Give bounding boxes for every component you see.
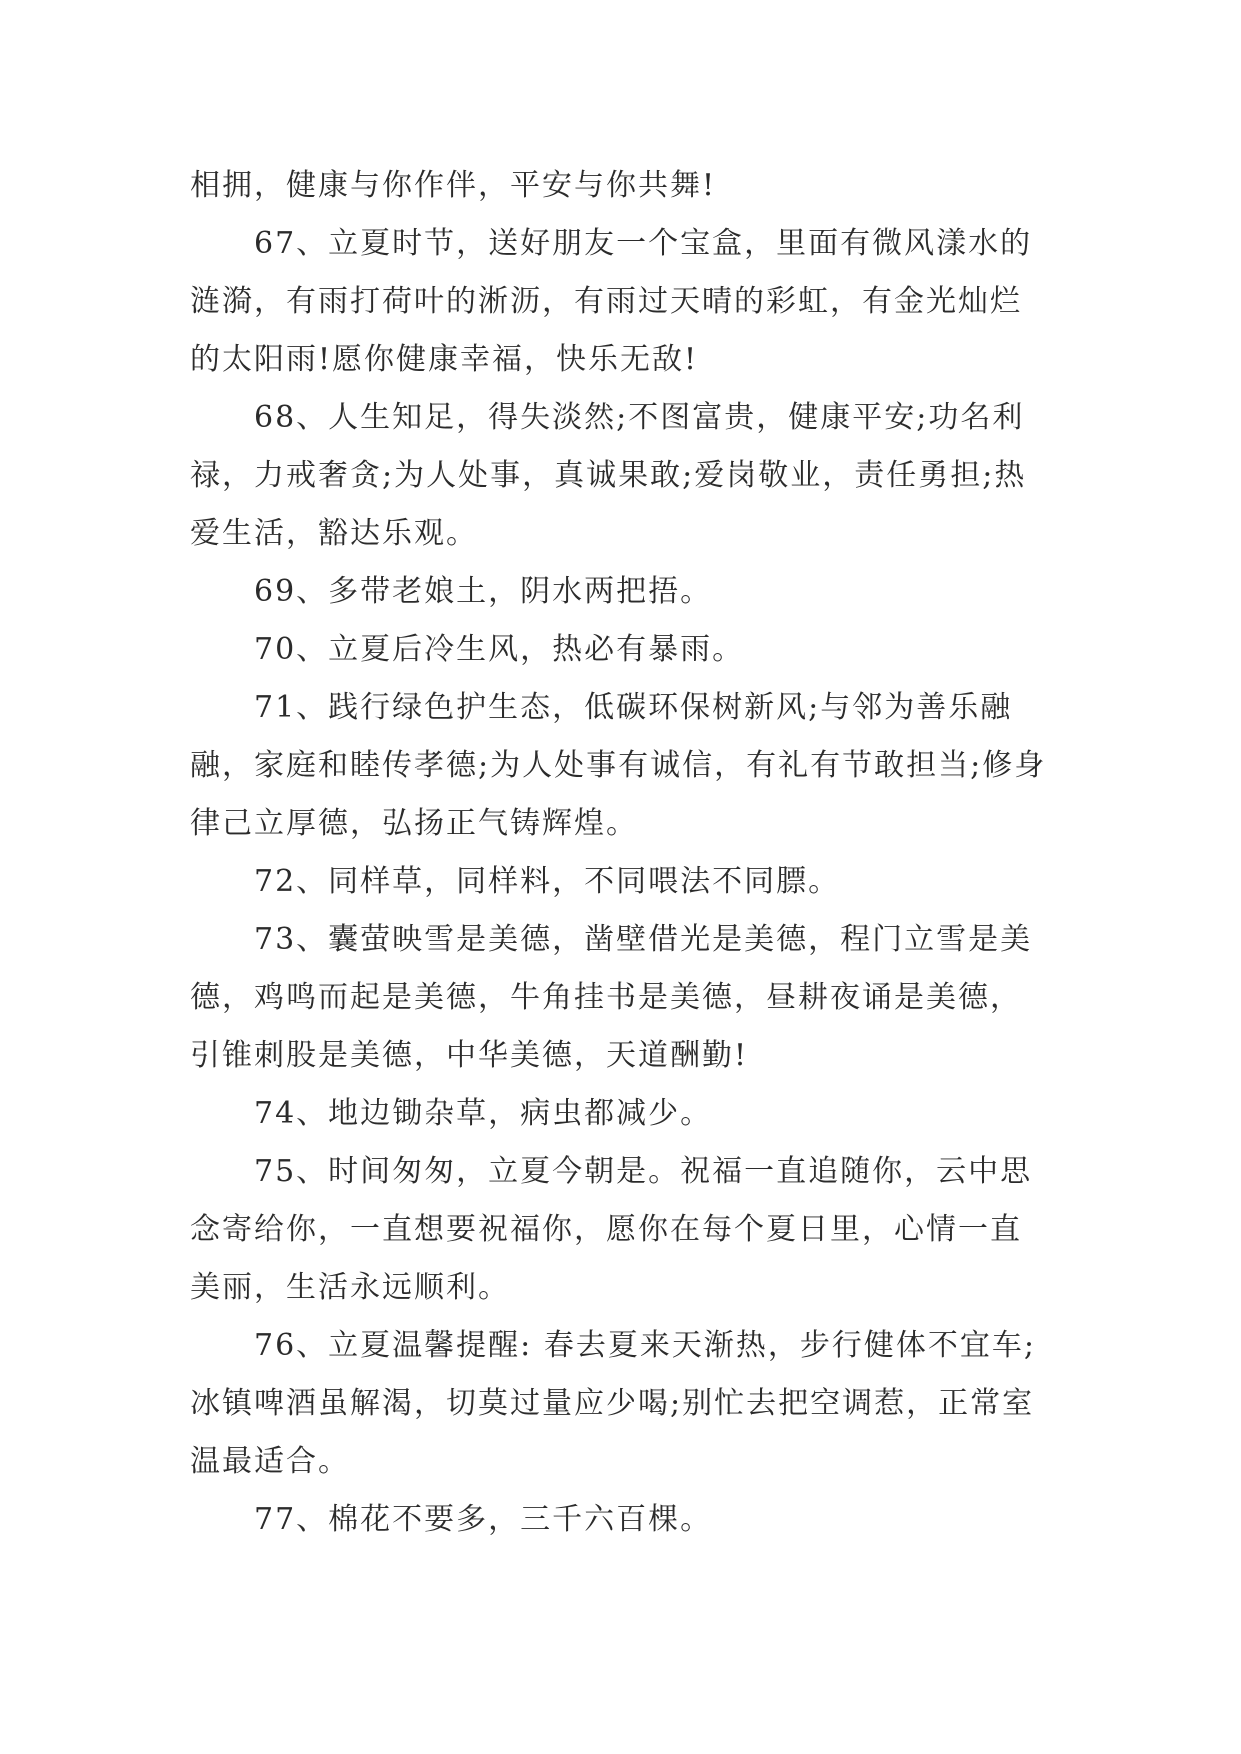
- document-body: [190, 157, 1050, 1549]
- paragraph: 72、同样草，同样料，不同喂法不同膘。: [190, 864, 841, 899]
- paragraph: 75、时间匆匆，立夏今朝是。祝福一直追随你，云中思念寄给你，一直想要祝福你，愿你在每个夏日里，心情一直美丽，生活永远顺利。: [190, 1154, 1033, 1305]
- paragraph: 76、立夏温馨提醒: 春去夏来天渐热，步行健体不宜车;冰镇啤酒虽解渴，切莫过量应少喝;别忙去把空调惹，正常室温最适合。: [190, 1328, 1036, 1479]
- paragraph: 71、践行绿色护生态，低碳环保树新风;与邻为善乐融融，家庭和睦传孝德;为人处事有诚信，有礼有节敢担当;修身律己立厚德，弘扬正气铸辉煌。: [190, 690, 1047, 841]
- paragraph: 74、地边锄杂草，病虫都减少。: [190, 1096, 713, 1131]
- paragraph: 69、多带老娘土，阴水两把捂。: [190, 574, 713, 609]
- paragraph: 相拥，健康与你作伴，平安与你共舞!: [190, 168, 717, 203]
- paragraph: 68、人生知足，得失淡然;不图富贵，健康平安;功名利禄，力戒奢贪;为人处事，真诚果敢;爱岗敬业，责任勇担;热爱生活，豁达乐观。: [190, 400, 1027, 551]
- paragraph: 77、棉花不要多，三千六百棵。: [190, 1502, 713, 1537]
- paragraph: 70、立夏后冷生风，热必有暴雨。: [190, 632, 745, 667]
- paragraph: 73、囊萤映雪是美德，凿壁借光是美德，程门立雪是美德，鸡鸣而起是美德，牛角挂书是美德，昼耕夜诵是美德，引锥刺股是美德，中华美德，天道酬勤!: [190, 922, 1033, 1073]
- paragraph: 67、立夏时节，送好朋友一个宝盒，里面有微风漾水的涟漪，有雨打荷叶的淅沥，有雨过天晴的彩虹，有金光灿烂的太阳雨!愿你健康幸福，快乐无敌!: [190, 226, 1033, 377]
